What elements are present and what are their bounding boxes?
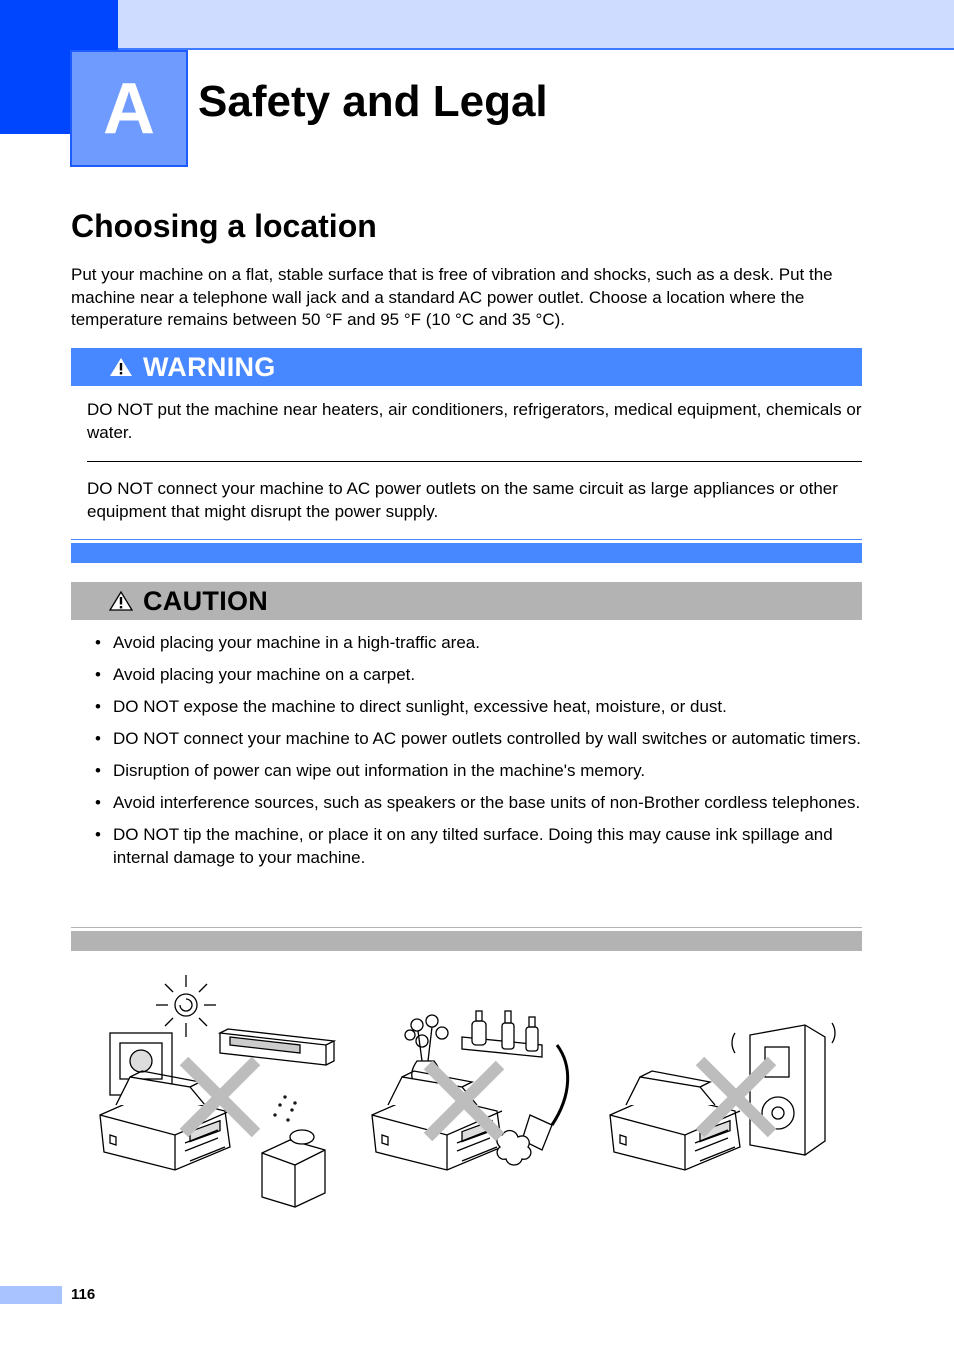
chemicals-icon [262, 1096, 325, 1207]
caution-triangle-icon [109, 591, 133, 611]
chapter-badge [70, 50, 188, 167]
caution-item: • Avoid placing your machine in a high-traffic area. [95, 632, 862, 655]
dust-icon [497, 1045, 568, 1165]
bottles-icon [462, 1011, 542, 1057]
caution-header [71, 582, 862, 620]
warning-divider [87, 461, 862, 462]
sun-icon [156, 975, 216, 1037]
header-band [0, 0, 954, 50]
caution-item: • Avoid interference sources, such as speakers or the base units of non-Brother cordless telephones. [95, 792, 862, 815]
warning-triangle-icon [109, 357, 133, 377]
page-tab [0, 1286, 62, 1304]
vent-icon [220, 1029, 334, 1065]
placement-illustrations [90, 965, 850, 1215]
caution-item: • DO NOT tip the machine, or place it on any tilted surface. Doing this may cause ink spillage and internal damage to your machine. [95, 824, 862, 869]
caution-label: CAUTION [143, 585, 269, 616]
intro-paragraph: Put your machine on a flat, stable surface that is free of vibration and shocks, such as a desk. Put the machine near a telephone wall jack and a standard AC power outlet. Choose a location where the temperature remains between 50 °F and 95 °F (10 °C and 35 °C). [71, 265, 833, 329]
section-heading: Choosing a location [71, 208, 377, 244]
scene-heat-sources [100, 975, 334, 1207]
page-number: 116 [71, 1286, 96, 1303]
scene-water-dust [372, 1011, 568, 1170]
scene-speaker [610, 1023, 835, 1170]
chapter-letter: A [103, 68, 155, 149]
warning-item: DO NOT connect your machine to AC power outlets on the same circuit as large appliances or other equipment that might disrupt the power supply. [87, 479, 838, 521]
warning-item: DO NOT put the machine near heaters, air conditioners, refrigerators, medical equipment, chemicals or water. [87, 400, 862, 442]
caution-end-bar [71, 928, 862, 951]
caution-item: • Disruption of power can wipe out information in the machine's memory. [95, 760, 862, 783]
caution-item: • DO NOT connect your machine to AC power outlets controlled by wall switches or automatic timers. [95, 728, 862, 751]
warning-header [71, 348, 862, 386]
warning-end-bar [71, 540, 862, 563]
warning-label: WARNING [143, 351, 276, 382]
caution-list [95, 632, 862, 879]
caution-item: • Avoid placing your machine on a carpet. [95, 664, 862, 687]
caution-item: • DO NOT expose the machine to direct sunlight, excessive heat, moisture, or dust. [95, 696, 862, 719]
chapter-title: Safety and Legal [198, 77, 548, 126]
